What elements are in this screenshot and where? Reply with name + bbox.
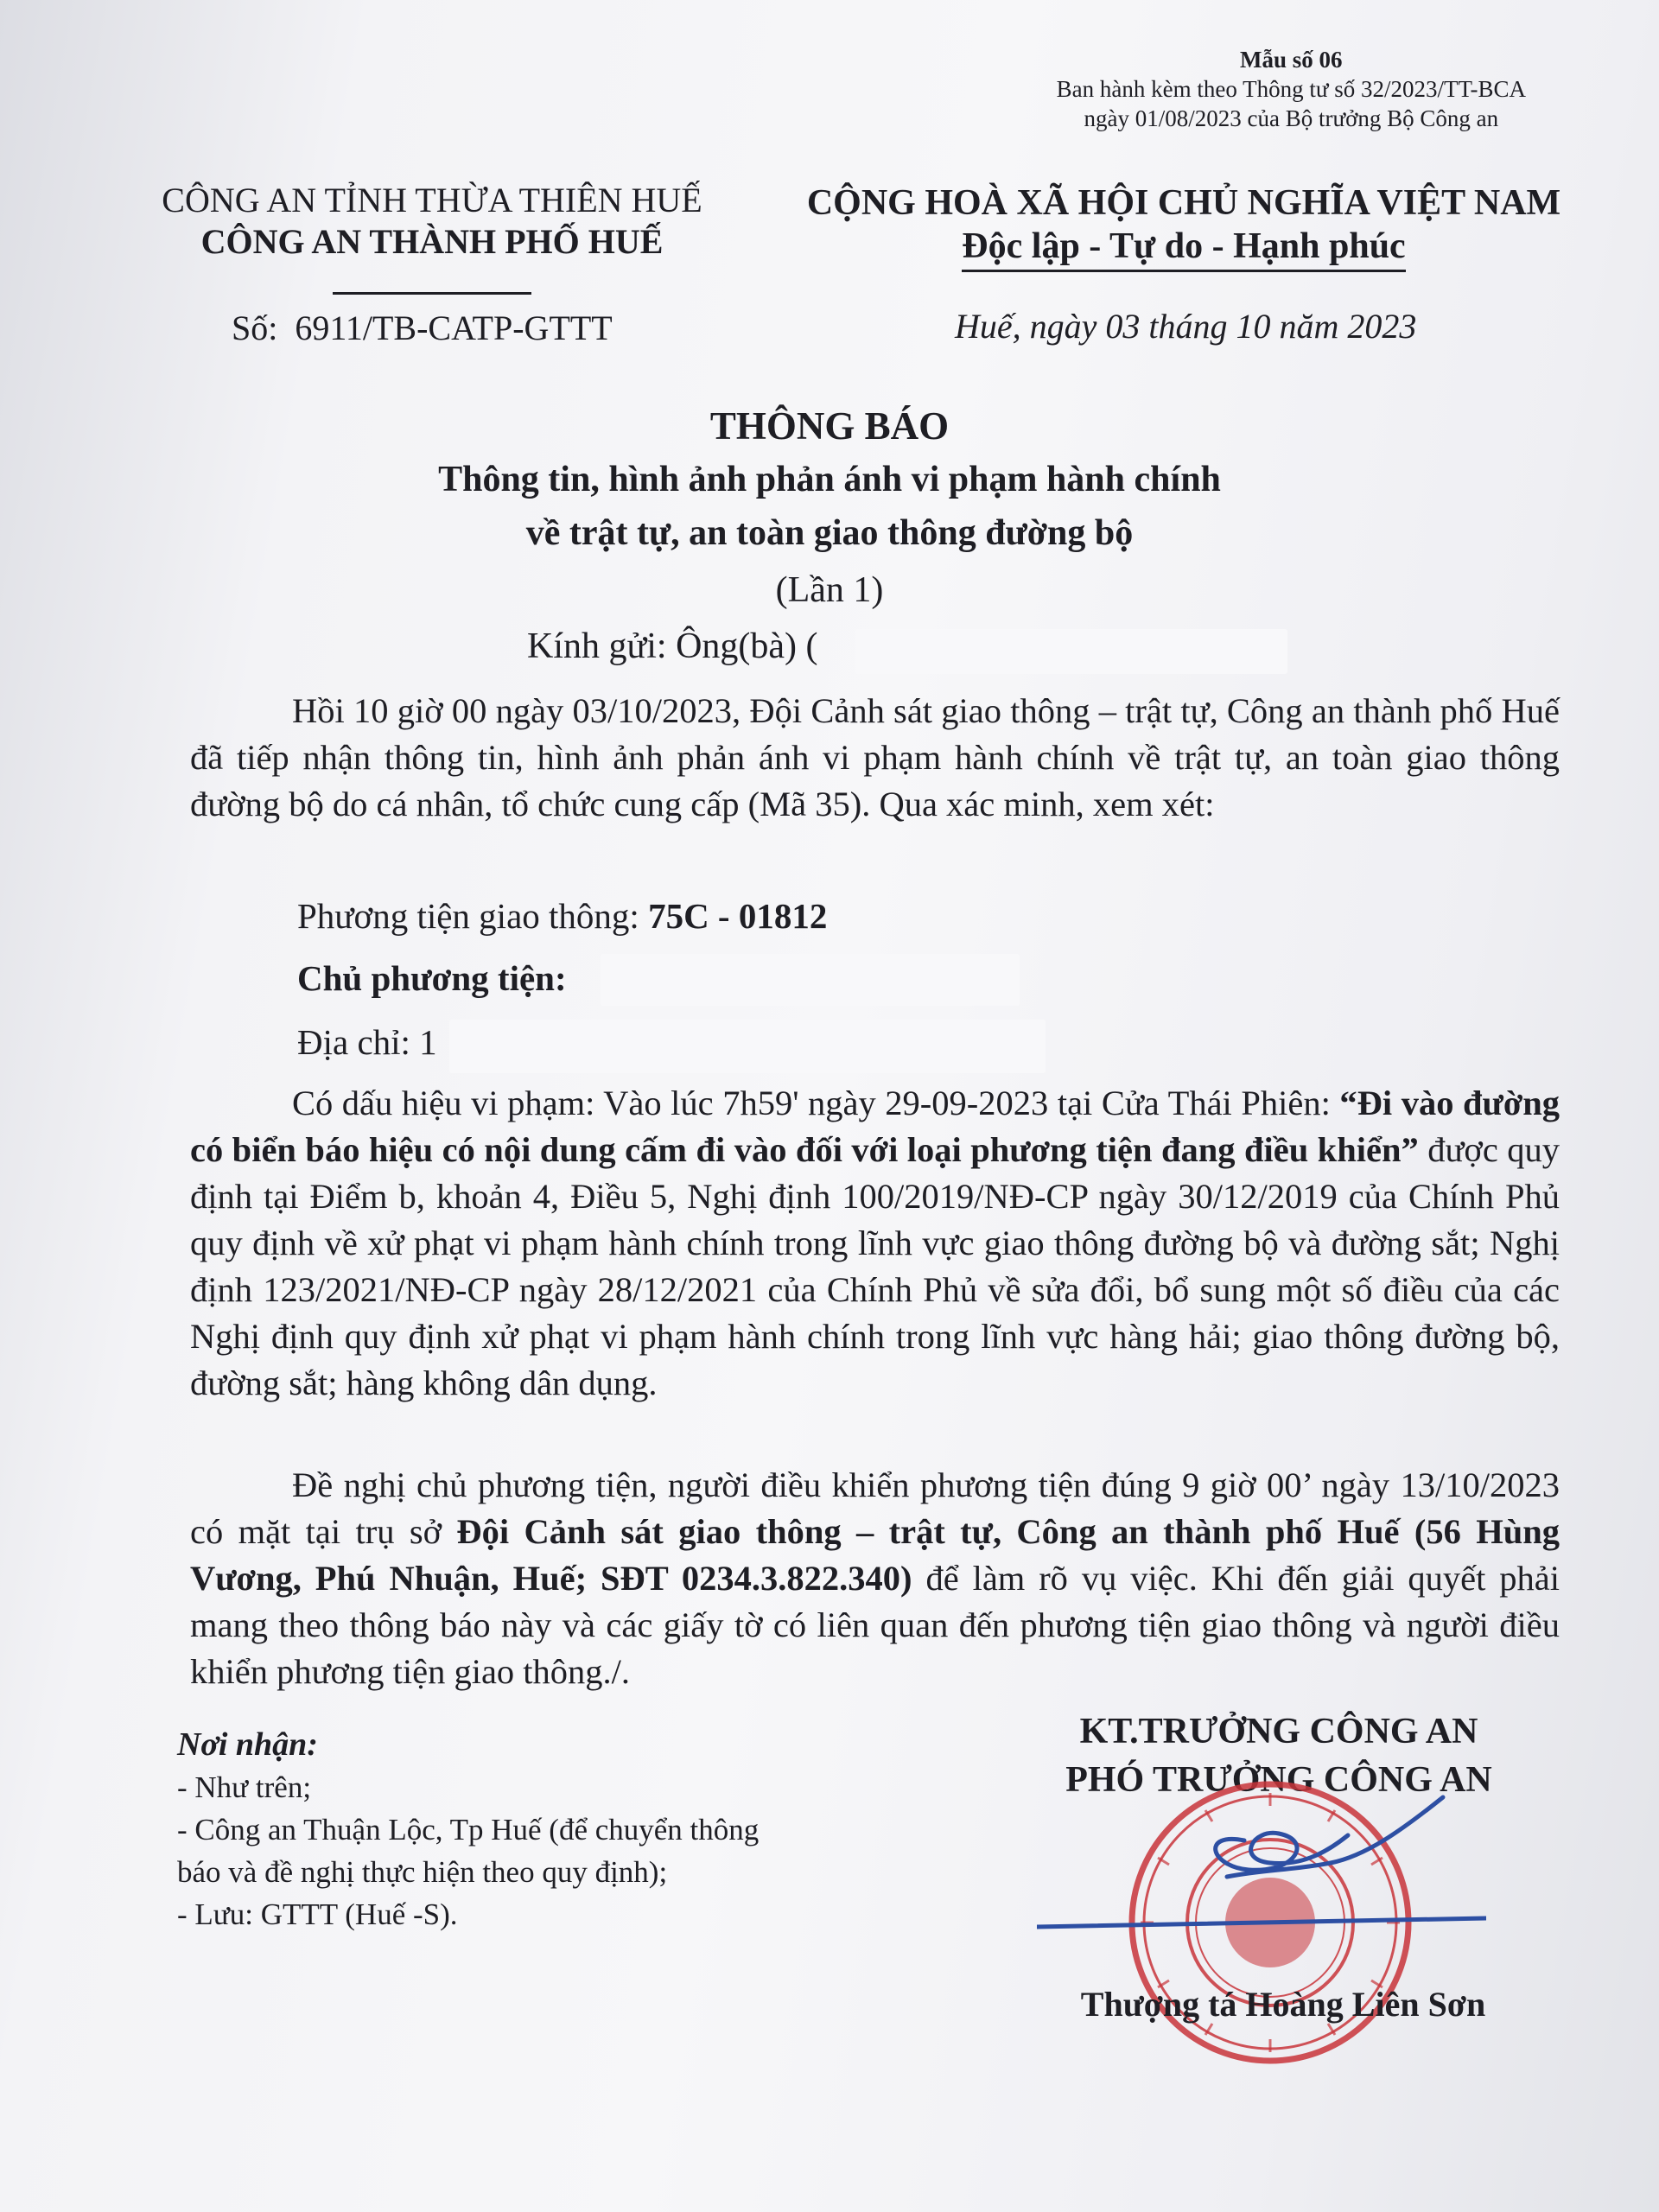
agency-underline: [333, 292, 531, 295]
distribution-item: - Lưu: GTTT (Huế -S).: [177, 1897, 458, 1931]
redacted-recipient: [855, 629, 1287, 674]
national-heading: [795, 181, 1573, 272]
violation-legal-basis: được quy định tại Điểm b, khoản 4, Điều 5, Nghị định 100/2019/NĐ-CP ngày 30/12/2019 của Chính Phủ quy định về xử phạt vi phạm hành chính trong lĩnh vực giao thông đường bộ và đường sắt; Nghị định 123/2021/NĐ-CP ngày 28/12/2021 của Chính Phủ về sửa đổi, bổ sung một số điều của các Nghị định quy định xử phạt vi phạm hành chính trong lĩnh vực hàng hải; giao thông đường bộ, đường sắt; hàng không dân dụng.: [190, 1130, 1560, 1402]
recipient-line: Kính gửi: Ông(bà) (: [527, 626, 818, 666]
redacted-address: [449, 1020, 1046, 1073]
owner-label: Chủ phương tiện:: [297, 958, 567, 998]
request-paragraph: [190, 1462, 1560, 1695]
document-title: [0, 399, 1659, 620]
signature-title-2: PHÓ TRƯỞNG CÔNG AN: [1065, 1760, 1492, 1800]
form-note: [1057, 45, 1526, 133]
national-title: CỘNG HOÀ XÃ HỘI CHỦ NGHĨA VIỆT NAM: [806, 183, 1561, 223]
distribution-item: báo và đề nghị thực hiện theo quy định);: [177, 1855, 668, 1889]
address-field: [297, 1021, 437, 1063]
agency-parent: CÔNG AN TỈNH THỪA THIÊN HUẾ: [162, 181, 702, 219]
title-main: THÔNG BÁO: [709, 404, 950, 448]
vehicle-label: Phương tiện giao thông:: [297, 896, 639, 936]
distribution-item: - Như trên;: [177, 1770, 312, 1804]
request-office: Đội Cảnh sát giao thông – trật tự, Công an thành phố Huế (56 Hùng Vương, Phú Nhuận, Huế; SĐT 0234.3.822.340): [190, 1512, 1560, 1598]
issuing-agency: [130, 180, 734, 304]
document-date: Huế, ngày 03 tháng 10 năm 2023: [955, 307, 1417, 346]
title-subject-2: về trật tự, an toàn giao thông đường bộ: [525, 513, 1134, 553]
agency-name: CÔNG AN THÀNH PHỐ HUẾ: [200, 222, 664, 261]
intro-text: Hồi 10 giờ 00 ngày 03/10/2023, Đội Cảnh sát giao thông – trật tự, Công an thành phố Huế đã tiếp nhận thông tin, hình ảnh phản ánh vi phạm hành chính về trật tự, an toàn giao thông đường bộ do cá nhân, tổ chức cung cấp (Mã 35). Qua xác minh, xem xét:: [190, 691, 1560, 823]
document-number-label: Số:: [232, 308, 278, 347]
form-note-title: Mẫu số 06: [1240, 47, 1343, 73]
request-text-1: Đề nghị chủ phương tiện, người điều khiển phương tiện đúng 9 giờ 00’ ngày 13/10/2023 có mặt tại trụ sở: [190, 1465, 1560, 1551]
address-label: Địa chỉ: 1: [297, 1022, 437, 1062]
vehicle-field: [297, 895, 827, 937]
form-note-line-2: ngày 01/08/2023 của Bộ trưởng Bộ Công an: [1084, 105, 1499, 131]
violation-paragraph: [190, 1080, 1560, 1407]
signature-title-1: KT.TRƯỞNG CÔNG AN: [1079, 1712, 1478, 1751]
form-note-line-1: Ban hành kèm theo Thông tư số 32/2023/TT-BCA: [1056, 76, 1526, 102]
document-number-value: 6911/TB-CATP-GTTT: [295, 308, 613, 347]
vehicle-plate: 75C - 01812: [648, 896, 828, 936]
request-text-2: để làm rõ vụ việc. Khi đến giải quyết phải mang theo thông báo này và các giấy tờ có liên quan đến phương tiện giao thông và người điều khiển phương tiện giao thông./.: [190, 1559, 1560, 1691]
owner-field: [297, 957, 567, 999]
distribution-heading: Nơi nhận:: [177, 1726, 318, 1763]
national-motto: Độc lập - Tự do - Hạnh phúc: [962, 225, 1405, 272]
title-subject-1: Thông tin, hình ảnh phản ánh vi phạm hành chính: [438, 460, 1221, 499]
title-iteration: (Lần 1): [775, 570, 884, 610]
violation-intro: Có dấu hiệu vi phạm: Vào lúc 7h59' ngày 29-09-2023 tại Cửa Thái Phiên:: [292, 1084, 1331, 1122]
redacted-owner: [601, 954, 1020, 1006]
violation-quote: “Đi vào đường có biển báo hiệu có nội dung cấm đi vào đối với loại phương tiện đang điều khiển”: [190, 1084, 1560, 1169]
distribution-item: - Công an Thuận Lộc, Tp Huế (để chuyển thông: [177, 1813, 760, 1847]
intro-paragraph: [190, 688, 1560, 828]
distribution-list: [177, 1724, 759, 1936]
signer-name: Thượng tá Hoàng Liên Sơn: [1080, 1985, 1486, 2024]
handwritten-signature: [1037, 1780, 1486, 1987]
document-number: [232, 308, 613, 348]
